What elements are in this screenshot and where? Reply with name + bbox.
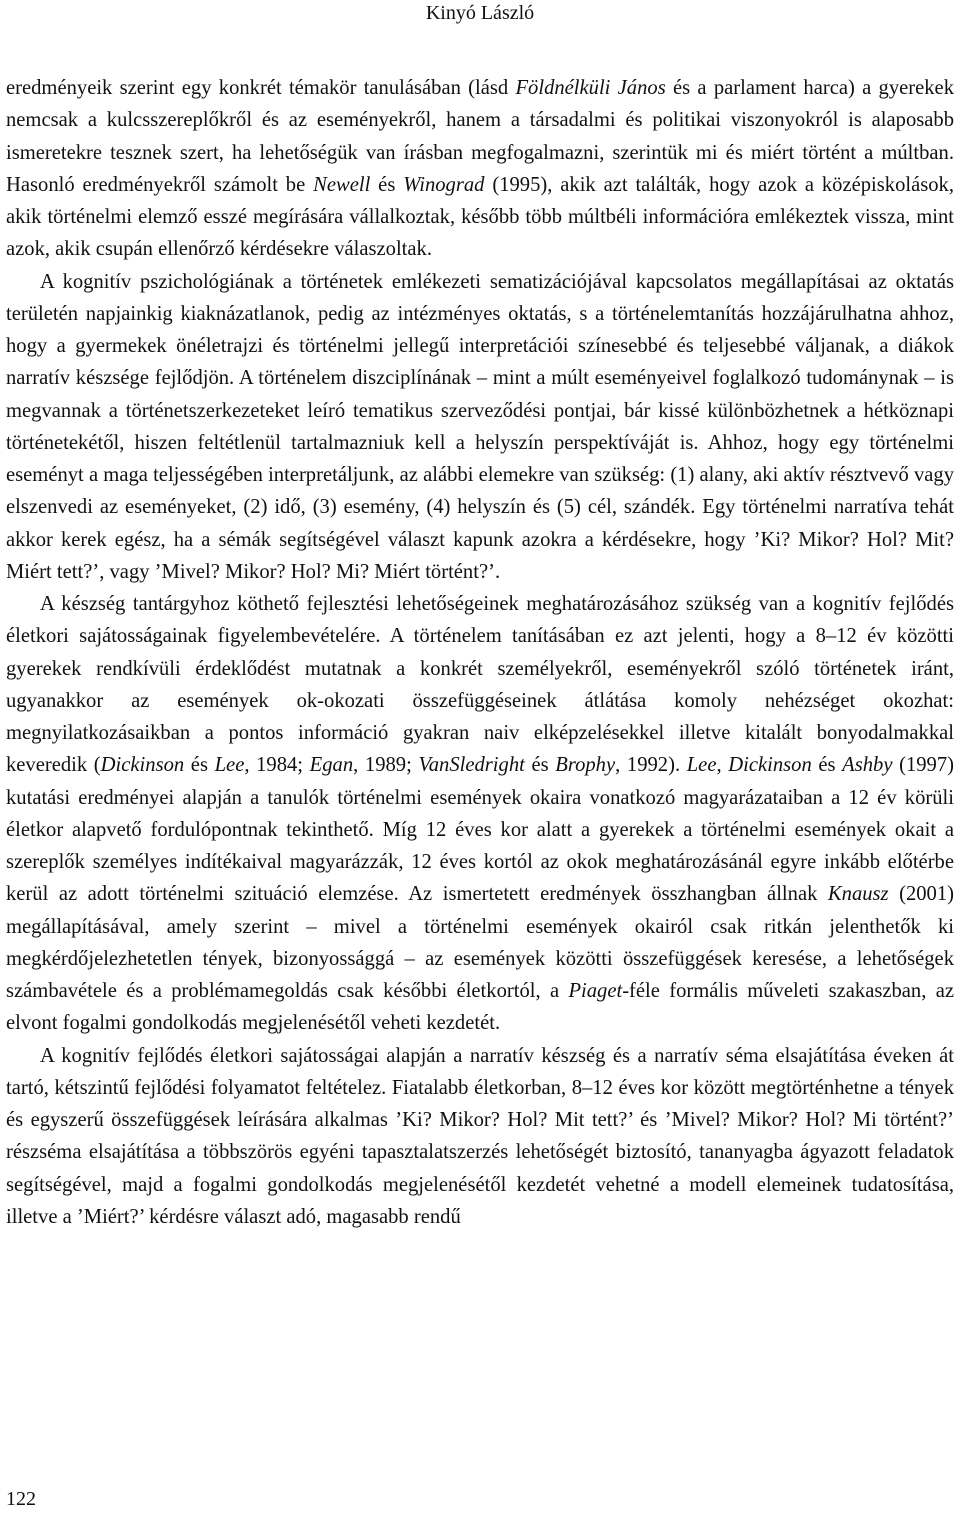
italic-name-span: Knausz [827,883,889,906]
italic-name-span: Lee [214,754,245,777]
text-span: , [716,754,729,777]
text-span: -féle formális műveleti szakaszban, az elvont fogalmi gondolkodás megjelenésétől veheti kezdetét. [6,980,954,1035]
italic-name-span: Winograd [403,173,485,196]
paragraph-2 [6,266,954,589]
text-span: és [184,754,215,777]
italic-name-span: Piaget [568,980,623,1002]
text-span: , 1984; [244,754,310,777]
italic-name-span: Brophy [555,754,616,777]
text-span: (1997) kutatási eredményei alapján a tanulók történelmi események okaira vonatkozó magyarázataiban a 12 év körüli életkor alapvető fordulópontnak tekinthető. Míg 12 éves kor alatt a gyerekek a történelmi események okait a szereplők személyes indítékaival magyarázzák, 12 éves kortól az okok meghatározásánál egyre inkább előtérbe kerül az adott történelmi szituáció elemzése. Az ismertetett eredmények összhangban állnak [6,754,955,906]
italic-name-span: VanSledright [418,754,525,777]
italic-name-span: Egan [309,754,354,777]
italic-name-span: Ashby [842,754,893,777]
page-number: 122 [6,1488,36,1510]
text-span: és [811,754,843,777]
italic-name-span: Dickinson [728,754,812,777]
text-span: és a parlament harca) a gyerekek nemcsak a kulcsszereplőkről és az eseményekről, hanem a társadalmi és politikai viszonyokról is alaposabb ismeretekre tesznek szert, ha lehetőségük van írásban megfogalmazni, szerintük mi és miért történt a múltban. Hasonló eredményekről számolt be [6,77,954,196]
text-span: eredményeik szerint egy konkrét témakör tanulásában (lásd [6,77,516,99]
text-span: A készség tantárgyhoz köthető fejlesztési lehetőségeinek meghatározásához szükség van a kognitív fejlődés életkori sajátosságainak figyelembevételére. A történelem tanításában ez azt jelenti, hogy a 8–12 év közötti gyerekek rendkívüli érdeklődést mutatnak a konkrét személyekről, eseményekről szóló történetek iránt, ugyanakkor az események ok-okozati összefüggéseinek átlátása komoly nehézséget okozhat: megnyilatkozásaikban a pontos információ gyakran naiv elképzelésekkel illetve kitalált bonyodalmakkal keveredik ( [6,593,954,777]
paragraph-1 [6,72,954,266]
paragraph-3 [6,588,954,1040]
text-span: , 1992). [615,754,687,777]
italic-name-span: Newell [313,173,371,196]
text-span: és [370,173,404,196]
running-header: Kinyó László [425,2,535,24]
text-span: , 1989; [353,754,419,777]
body-text [6,72,954,1233]
text-span: (2001) megállapításával, amely szerint – mivel a történelmi események okairól csak ritkán jelenthetők ki megkérdőjelezhetetlen tények, bizonyossággá – az események közötti összefüggések keresése, a lehetőségek számbavétele és a problémamegoldás csak későbbi életkortól, a [6,883,954,1002]
paragraph-4 [6,1040,954,1234]
italic-name-span: Földnélküli János [515,77,666,99]
italic-name-span: Lee [686,754,717,777]
text-span: A kognitív pszichológiának a történetek emlékezeti sematizációjával kapcsolatos megállapításai az oktatás területén napjainkig kiaknázatlanok, pedig az intézményes oktatás, s a történelemtanítás hozzájárulhatna ahhoz, hogy a gyermekek önéletrajzi és történelmi jellegű interpretációi színesebbé és teljesebbé váljanak, a diákok narratív készsége fejlődjön. A történelem diszciplínának – mint a múlt eseményeivel foglalkozó tudománynak – is megvannak a történetszerkezeteket leíró tematikus szerveződési pontjai, bár kissé különbözhetnek a hétköznapi történetekétől, hiszen feltétlenül tartalmazniuk kell a helyszín perspektíváját is. Ahhoz, hogy egy történelmi eseményt a maga teljességében interpretáljunk, az alábbi elemekre van szükség: (1) alany, aki aktív résztvevő vagy elszenvedi az eseményeket, (2) idő, (3) esemény, (4) helyszín és (5) cél, szándék. Egy történelmi narratíva tehát akkor kerek egész, ha a sémák segítségével választ kapunk azokra a kérdésekre, hogy ’Ki? Mikor? Hol? Mit? Miért tett?’, vagy ’Mivel? Mikor? Hol? Mi? Miért történt?’. [6,270,954,583]
text-span: A kognitív fejlődés életkori sajátosságai alapján a narratív készség és a narratív séma elsajátítása éveken át tartó, kétszintű fejlődési folyamatot feltételez. Fiatalabb életkorban, 8–12 éves kor között megtörténhetne a tények és egyszerű összefüggések leírására alkalmas ’Ki? Mikor? Hol? Mit tett?’ és ’Mivel? Mikor? Hol? Mi történt?’ részséma elsajátítása a többszörös egyéni tapasztalatszerzés lehetőségét biztosító, tananyagba ágyazott feladatok segítségével, majd a fogalmi gondolkodás megjelenésétől kezdetét vehetné a modell elemeinek tudatosítása, illetve a ’Miért?’ kérdésre választ adó, magasabb rendű [6,1044,954,1228]
text-span: és [524,754,556,777]
text-span: (1995), akik azt találták, hogy azok a középiskolások, akik történelmi elemző esszé megírására vállalkoztak, később több múltbéli információra emlékeztek vissza, mint azok, akik csupán ellenőrző kérdésekre válaszoltak. [6,173,955,261]
italic-name-span: Dickinson [100,754,185,777]
